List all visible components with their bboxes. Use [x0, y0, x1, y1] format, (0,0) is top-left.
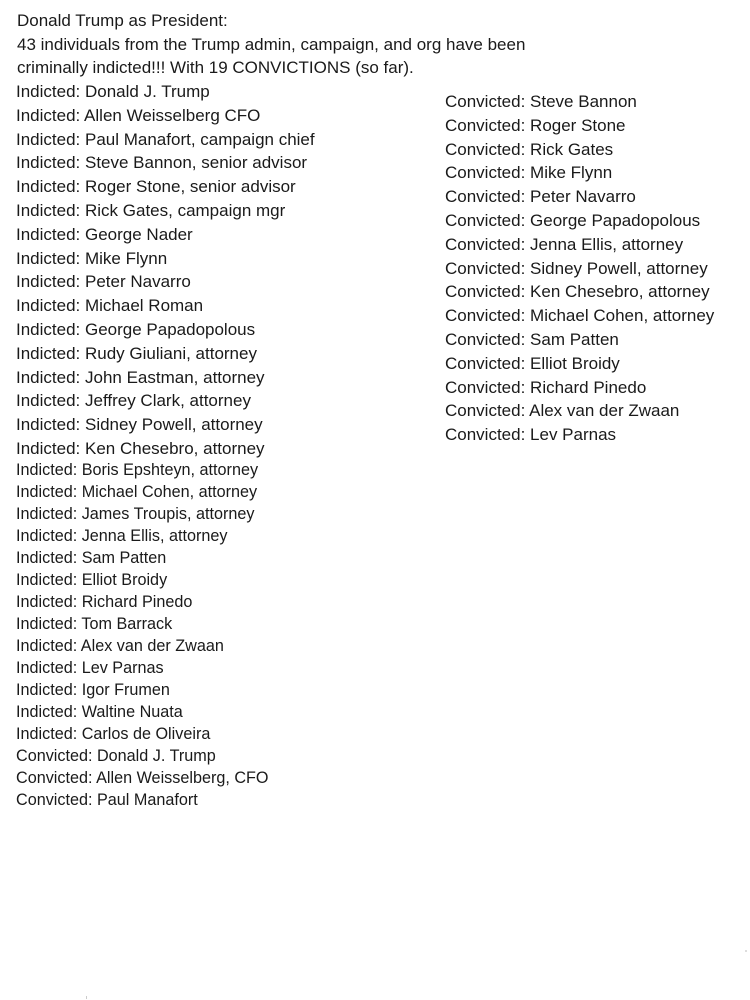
list-item: Convicted: Sidney Powell, attorney — [445, 258, 708, 278]
list-item: Convicted: Paul Manafort — [16, 790, 198, 809]
list-item: Convicted: Lev Parnas — [445, 425, 617, 445]
header-summary-line-1: 43 individuals from the Trump admin, campaign, and org have been — [17, 34, 526, 54]
list-item: Convicted: George Papadopolous — [445, 210, 701, 230]
list-item: Indicted: Ken Chesebro, attorney — [16, 438, 265, 458]
scan-artifact — [86, 996, 87, 999]
list-item: Convicted: Steve Bannon — [445, 92, 637, 111]
list-item: Indicted: Carlos de Oliveira — [16, 724, 211, 743]
list-item: Indicted: Michael Cohen, attorney — [16, 482, 258, 501]
list-item: Convicted: Peter Navarro — [445, 187, 636, 207]
list-item: Convicted: Ken Chesebro, attorney — [445, 282, 710, 302]
list-item: Indicted: Richard Pinedo — [16, 592, 193, 611]
right-column — [445, 90, 714, 447]
left-column — [16, 80, 315, 811]
list-item: Convicted: Rick Gates — [445, 139, 614, 159]
list-item: Indicted: Rudy Giuliani, attorney — [16, 343, 257, 363]
list-item: Indicted: Donald J. Trump — [16, 82, 210, 101]
header-title: Donald Trump as President: — [17, 11, 228, 30]
list-item: Indicted: Jenna Ellis, attorney — [16, 526, 228, 545]
list-item: Indicted: Allen Weisselberg CFO — [16, 105, 261, 125]
list-item: Convicted: Jenna Ellis, attorney — [445, 234, 684, 254]
list-item: Indicted: Paul Manafort, campaign chief — [16, 129, 315, 149]
left-column-group-a — [16, 80, 315, 461]
list-item: Convicted: Michael Cohen, attorney — [445, 306, 715, 326]
list-item: Indicted: Alex van der Zwaan — [16, 636, 224, 655]
header-summary-line-2: criminally indicted!!! With 19 CONVICTIONS (so far). — [17, 58, 414, 77]
list-item: Indicted: George Nader — [16, 224, 193, 244]
list-item: Indicted: George Papadopolous — [16, 319, 256, 339]
list-item: Indicted: Sam Patten — [16, 548, 167, 567]
list-item: Indicted: John Eastman, attorney — [16, 367, 265, 387]
list-item: Convicted: Sam Patten — [445, 329, 619, 349]
list-item: Indicted: Boris Epshteyn, attorney — [16, 460, 259, 479]
list-item: Indicted: Roger Stone, senior advisor — [16, 177, 296, 197]
list-item: Indicted: Steve Bannon, senior advisor — [16, 153, 308, 173]
list-item: Convicted: Allen Weisselberg, CFO — [16, 768, 269, 787]
list-item: Indicted: Peter Navarro — [16, 272, 191, 292]
list-item: Indicted: Igor Frumen — [16, 680, 170, 699]
list-item: Indicted: Jeffrey Clark, attorney — [16, 391, 251, 411]
list-item: Convicted: Richard Pinedo — [445, 377, 647, 397]
list-item: Convicted: Mike Flynn — [445, 163, 613, 183]
document-header — [17, 9, 737, 80]
scan-artifact — [745, 950, 747, 952]
list-item: Convicted: Roger Stone — [445, 115, 626, 135]
list-item: Indicted: Rick Gates, campaign mgr — [16, 200, 286, 220]
list-item: Indicted: Michael Roman — [16, 296, 204, 316]
list-item: Indicted: Tom Barrack — [16, 614, 173, 633]
list-item: Indicted: Elliot Broidy — [16, 570, 168, 589]
left-column-group-b — [16, 459, 315, 811]
list-item: Indicted: Sidney Powell, attorney — [16, 415, 263, 435]
list-item: Indicted: Lev Parnas — [16, 658, 164, 677]
list-item: Convicted: Alex van der Zwaan — [445, 401, 680, 421]
list-item: Convicted: Elliot Broidy — [445, 353, 620, 373]
list-item: Convicted: Donald J. Trump — [16, 746, 216, 765]
list-item: Indicted: Mike Flynn — [16, 248, 168, 268]
list-item: Indicted: James Troupis, attorney — [16, 504, 255, 523]
list-item: Indicted: Waltine Nuata — [16, 702, 183, 721]
